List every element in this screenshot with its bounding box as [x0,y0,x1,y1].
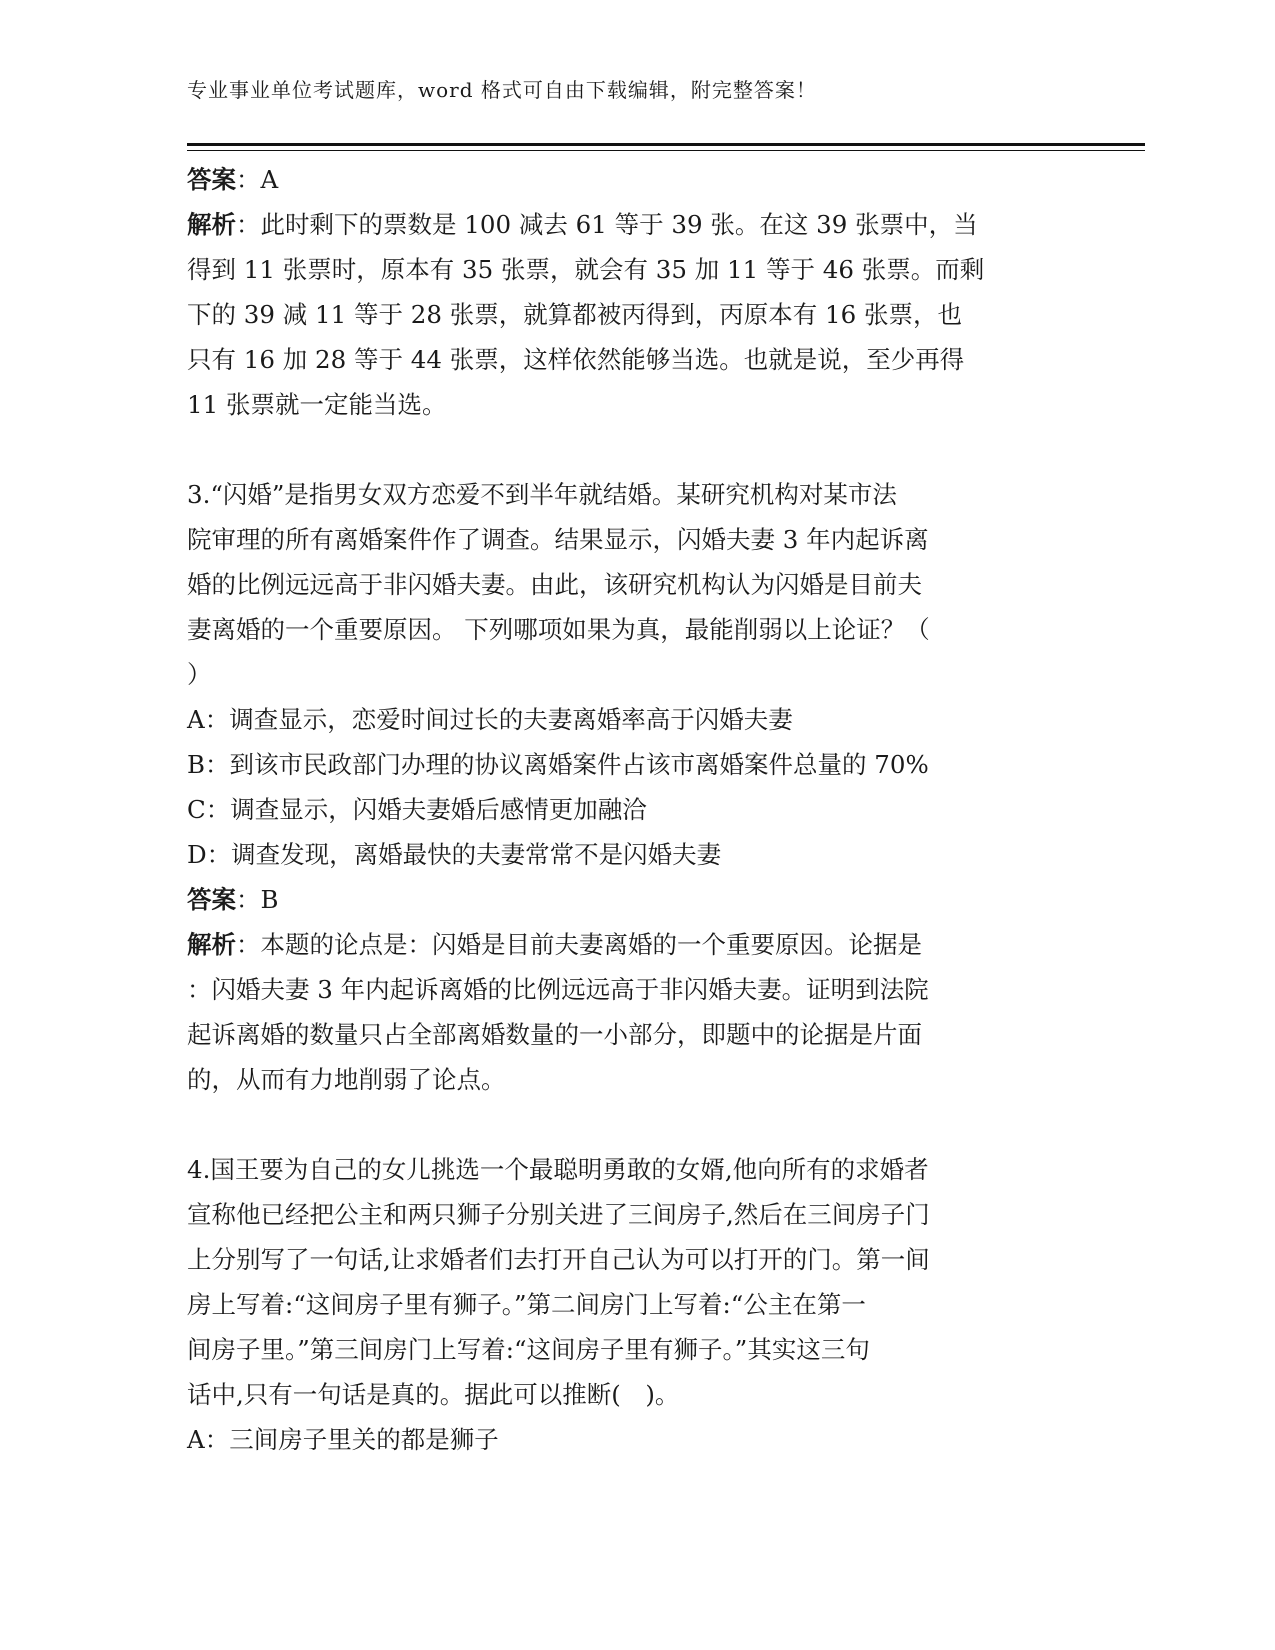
q4-stem-line: 上分别写了一句话,让求婚者们去打开自己认为可以打开的门。第一间 [187,1245,930,1274]
q3-stem-line: ） [187,660,212,689]
q4-stem-line: 房上写着:“这间房子里有狮子。”第二间房门上写着:“公主在第一 [187,1290,866,1319]
answer-label: 答案 [187,165,236,194]
q2-answer-value: ：A [236,165,279,194]
q3-option-b: B：到该市民政部门办理的协议离婚案件占该市离婚案件总量的 70% [187,750,929,779]
q4-stem-line: 4.国王要为自己的女儿挑选一个最聪明勇敢的女婿,他向所有的求婚者 [187,1155,929,1184]
q4-stem-line: 话中,只有一句话是真的。据此可以推断( )。 [187,1380,680,1409]
section-gap [187,427,1067,472]
q3-analysis-text: ：本题的论点是：闪婚是目前夫妻离婚的一个重要原因。论据是 [236,930,922,959]
q3-answer-value: ：B [236,885,279,914]
q2-analysis-line: 11 张票就一定能当选。 [187,390,447,419]
q2-analysis-line: 下的 39 减 11 等于 28 张票，就算都被丙得到，丙原本有 16 张票，也 [187,300,963,329]
q2-analysis-line [187,202,1067,247]
q2-analysis-line: 得到 11 张票时，原本有 35 张票，就会有 35 加 11 等于 46 张票。而剩 [187,255,985,284]
q3-analysis-line: 的，从而有力地削弱了论点。 [187,1065,506,1094]
q2-answer-line [187,157,1067,202]
q3-option-c: C：调查显示，闪婚夫妻婚后感情更加融洽 [187,795,647,824]
q3-stem-line: 婚的比例远远高于非闪婚夫妻。由此，该研究机构认为闪婚是目前夫 [187,570,922,599]
q3-analysis-line [187,922,1067,967]
q3-analysis-line: ：闪婚夫妻 3 年内起诉离婚的比例远远高于非闪婚夫妻。证明到法院 [187,975,929,1004]
q3-stem-line: 妻离婚的一个重要原因。 下列哪项如果为真，最能削弱以上论证？（ [187,615,930,644]
q3-option-d: D：调查发现，离婚最快的夫妻常常不是闪婚夫妻 [187,840,722,869]
analysis-label: 解析 [187,930,236,959]
q3-analysis-line: 起诉离婚的数量只占全部离婚数量的一小部分，即题中的论据是片面 [187,1020,922,1049]
header-rule-thick [187,143,1145,146]
q3-option-a: A：调查显示，恋爱时间过长的夫妻离婚率高于闪婚夫妻 [187,705,793,734]
page-header: 专业事业单位考试题库，word 格式可自由下载编辑，附完整答案！ [187,78,817,102]
q3-stem-line: 院审理的所有离婚案件作了调查。结果显示，闪婚夫妻 3 年内起诉离 [187,525,929,554]
section-gap [187,1102,1067,1147]
document-body [187,157,1067,1462]
q4-option-a: A：三间房子里关的都是狮子 [187,1425,499,1454]
q4-stem-line: 间房子里。”第三间房门上写着:“这间房子里有狮子。”其实这三句 [187,1335,870,1364]
answer-label: 答案 [187,885,236,914]
header-rule-thin [187,150,1145,151]
q3-stem-line: 3.“闪婚”是指男女双方恋爱不到半年就结婚。某研究机构对某市法 [187,480,897,509]
q2-analysis-line: 只有 16 加 28 等于 44 张票，这样依然能够当选。也就是说，至少再得 [187,345,965,374]
q4-stem-line: 宣称他已经把公主和两只狮子分别关进了三间房子,然后在三间房子门 [187,1200,930,1229]
analysis-label: 解析 [187,210,236,239]
q2-analysis-text: ：此时剩下的票数是 100 减去 61 等于 39 张。在这 39 张票中，当 [236,210,978,239]
q3-answer-line [187,877,1067,922]
